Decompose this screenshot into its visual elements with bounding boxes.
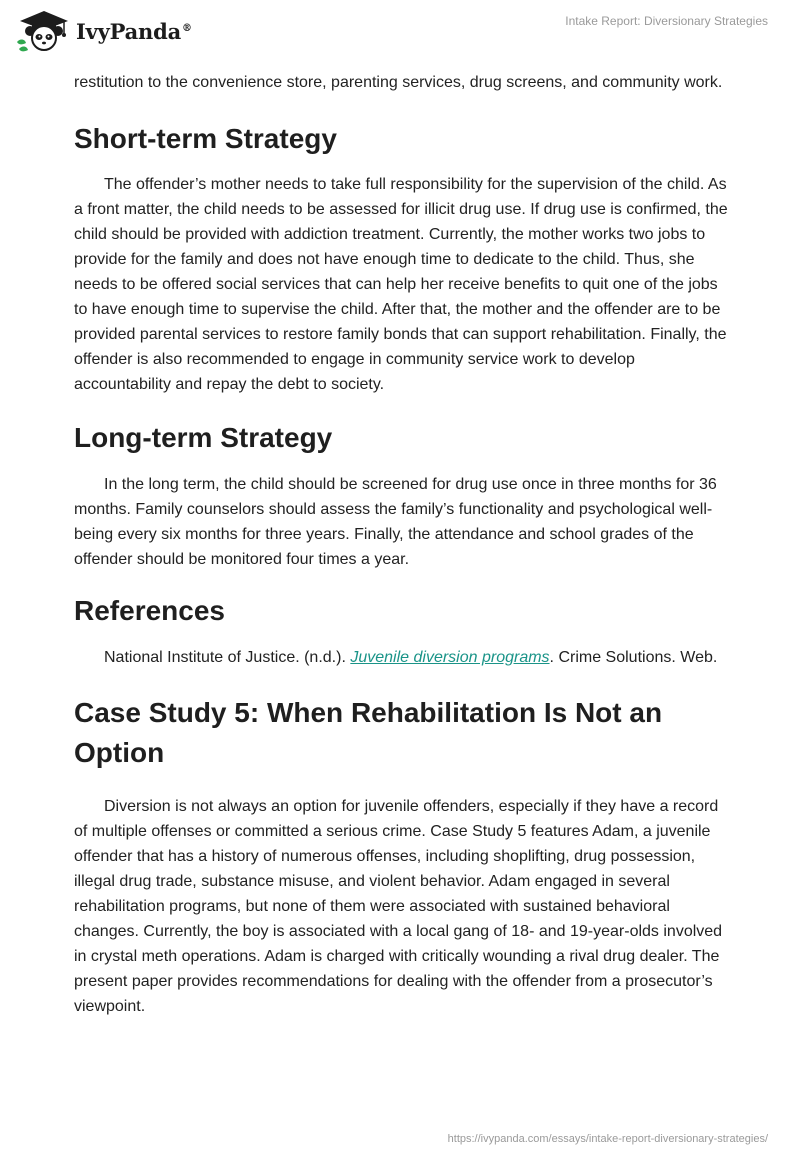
short-term-paragraph: The offender’s mother needs to take full responsibility for the supervision of the child. As a front matter, the child needs to be assessed for illicit drug use. If drug use is confirmed, the child should be provided with addiction treatment. Currently, the mother works two jobs to provide for the family and does not have enough time to dedicate to the child. Thus, she needs to be offered social services that can help her receive benefits to quit one of the jobs to have enough time to supervise the child. After that, the mother and the offender are to be provided parental services to restore family bonds that can support rehabilitation. Finally, the offender is also recommended to engage in community service work to develop accountability and repay the debt to society.: [74, 176, 728, 393]
reference-prefix: National Institute of Justice. (n.d.).: [104, 649, 351, 666]
source-url[interactable]: https://ivypanda.com/essays/intake-report-diversionary-strategies/: [447, 1133, 768, 1145]
page-header: [0, 0, 800, 70]
reference-link[interactable]: Juvenile diversion programs: [350, 649, 550, 666]
case-study-paragraph: Diversion is not always an option for juvenile offenders, especially if they have a record of multiple offenses or committed a serious crime. Case Study 5 features Adam, a juvenile offender that has a history of numerous offenses, including shoplifting, drug possession, illegal drug trade, substance misuse, and violent behavior. Adam engaged in several rehabilitation programs, but none of them were associated with sustained behavioral changes. Currently, the boy is associated with a local gang of 18- and 19-year-olds involved in crystal meth operations. Adam is charged with critically wounding a rival drug dealer. The present paper provides recommendations for dealing with the offender from a prosecutor’s viewpoint.: [74, 798, 723, 1015]
references-heading: References: [74, 595, 225, 626]
short-term-heading: Short-term Strategy: [74, 123, 337, 154]
case-study-heading: Case Study 5: When Rehabilitation Is Not an Option: [74, 697, 663, 768]
panda-graduate-icon: [14, 8, 72, 52]
registered-mark: ®: [182, 22, 192, 34]
long-term-paragraph: In the long term, the child should be screened for drug use once in three months for 36 months. Family counselors should assess the family’s functionality and psychological well-being every six months for three years. Finally, the attendance and school grades of the offender should be monitored four times a year.: [74, 476, 717, 568]
long-term-heading: Long-term Strategy: [74, 422, 333, 453]
document-title: Intake Report: Diversionary Strategies: [565, 14, 768, 28]
ivypanda-logo[interactable]: [14, 8, 199, 52]
reference-suffix: . Crime Solutions. Web.: [549, 649, 718, 666]
intro-continuation-paragraph: restitution to the convenience store, parenting services, drug screens, and community work.: [74, 74, 723, 91]
essay-body: [74, 70, 734, 1019]
reference-entry: [74, 645, 734, 670]
logo-wordmark: IvyPanda®: [76, 18, 192, 44]
